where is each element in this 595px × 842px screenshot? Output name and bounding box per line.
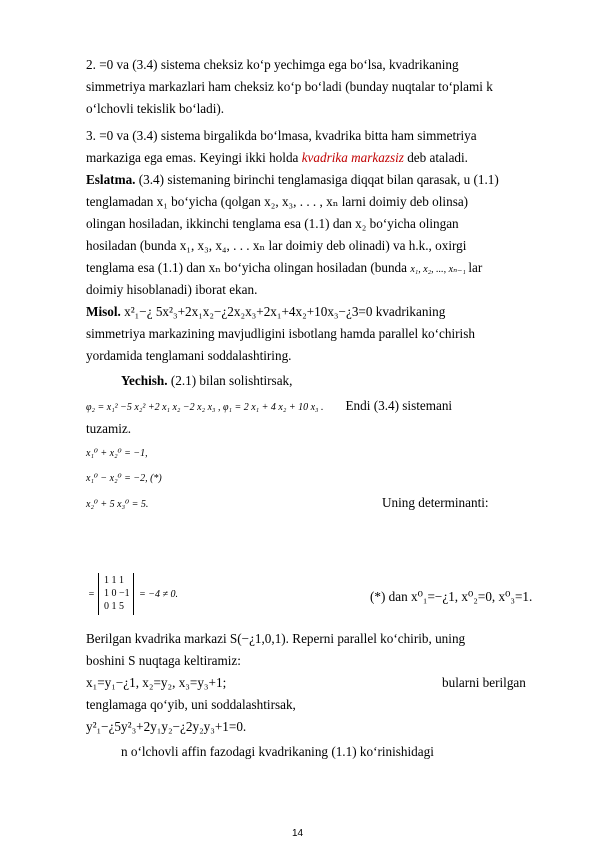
text-span: (2.1) bilan solishtirsak, bbox=[167, 373, 293, 388]
text-line: Berilgan kvadrika markazi S(−¿1,0,1). Reperni parallel ko‘chirib, uning bbox=[86, 631, 466, 646]
text-line bbox=[121, 373, 292, 389]
text-line: 3. =0 va (3.4) sistema birgalikda bo‘lmasa, kvadrika bitta ham simmetriya bbox=[86, 128, 477, 143]
text-line bbox=[86, 304, 445, 320]
text-span: lar bbox=[468, 260, 483, 275]
text-line: n o‘lchovli affin fazodagi kvadrikaning (1.1) ko‘rinishidagi bbox=[121, 744, 434, 759]
text-line: simmetriya markazining mavjudligini isbotlang hamda parallel ko‘chirish bbox=[86, 326, 475, 341]
det-bar-right bbox=[133, 573, 134, 615]
system-equation-1: x₁⁰ + x₂⁰ = −1, bbox=[86, 448, 148, 459]
text-line: simmetriya markazlari ham cheksiz ko‘p bo‘ladi (bunday nuqtalar to‘plami k bbox=[86, 79, 493, 94]
term-kvadrika-markazsiz: kvadrika markazsiz bbox=[301, 150, 408, 165]
text-span: (3.4) sistemaning birinchi tenglamasiga diqqat bilan qarasak, u (1.1) bbox=[135, 172, 499, 187]
det-bar-left bbox=[98, 573, 99, 615]
det-prefix: = bbox=[88, 589, 95, 600]
text-span: x²₁−¿ 5x²₃+2x₁x₂−¿2x₂x₃+2x₁+4x₂+10x₃−¿3=0 kvadrikaning bbox=[120, 304, 446, 319]
text-line: tenglamaga qo‘yib, uni soddalashtirsak, bbox=[86, 697, 296, 712]
det-row: 0 1 5 bbox=[104, 601, 124, 612]
text-line: (*) dan x⁰₁=−¿1, x⁰₂=0, x⁰₃=1. bbox=[370, 589, 533, 604]
text-span: deb ataladi. bbox=[407, 150, 468, 165]
system-equation-2: x₁⁰ − x₂⁰ = −2, (*) bbox=[86, 473, 162, 484]
text-line: olingan hosiladan, ikkinchi tenglama esa (1.1) dan x₂ bo‘yicha olingan bbox=[86, 216, 459, 231]
det-row: 1 1 1 bbox=[104, 575, 124, 586]
text-line: tuzamiz. bbox=[86, 421, 132, 436]
text-line: o‘lchovli tekislik bo‘ladi). bbox=[86, 101, 225, 116]
text-line: x₁=y₁−¿1, x₂=y₂, x₃=y₃+1; bbox=[86, 675, 227, 690]
eslatma-heading: Eslatma. bbox=[86, 172, 136, 187]
formula-inline: x₁, x₂, ..., xₙ₋₁ bbox=[410, 264, 469, 275]
det-result: = −4 ≠ 0. bbox=[139, 589, 178, 600]
text-line bbox=[86, 172, 499, 188]
formula-phi: φ₂ = x₁² −5 x₂² +2 x₁ x₂ −2 x₂ x₃ , φ₁ = 2 x₁ + 4 x₂ + 10 x₃ . bbox=[86, 402, 324, 413]
yechish-heading: Yechish. bbox=[121, 373, 168, 388]
text-line: boshini S nuqtaga keltiramiz: bbox=[86, 653, 241, 668]
text-line bbox=[86, 260, 482, 278]
misol-heading: Misol. bbox=[86, 304, 121, 319]
text-line: y²₁−¿5y²₃+2y₁y₂−¿2y₂y₃+1=0. bbox=[86, 719, 247, 734]
system-equation-3: x₂⁰ + 5 x₃⁰ = 5. bbox=[86, 499, 149, 510]
text-line: 2. =0 va (3.4) sistema cheksiz ko‘p yechimga ega bo‘lsa, kvadrikaning bbox=[86, 57, 459, 72]
text-line: doimiy hisoblanadi) iborat ekan. bbox=[86, 282, 258, 297]
text-span: markaziga ega emas. Keyingi ikki holda bbox=[86, 150, 302, 165]
text-line: Uning determinanti: bbox=[382, 495, 489, 510]
text-line bbox=[86, 150, 468, 166]
text-line: tenglamadan x₁ bo‘yicha (qolgan x₂, x₃, . . . , xₙ larni doimiy deb olinsa) bbox=[86, 194, 469, 209]
text-line: hosiladan (bunda x₁, x₃, x₄, . . . xₙ lar doimiy deb olinadi) va h.k., oxirgi bbox=[86, 238, 467, 253]
text-span: Endi (3.4) sistemani bbox=[345, 398, 453, 413]
text-span: tenglama esa (1.1) dan xₙ bo‘yicha olingan hosiladan (bunda bbox=[86, 260, 411, 275]
det-row: 1 0 −1 bbox=[104, 588, 130, 599]
page-number: 14 bbox=[291, 828, 304, 839]
text-line bbox=[86, 398, 452, 416]
text-line: yordamida tenglamani soddalashtiring. bbox=[86, 348, 292, 363]
text-line: bularni berilgan bbox=[442, 675, 526, 690]
